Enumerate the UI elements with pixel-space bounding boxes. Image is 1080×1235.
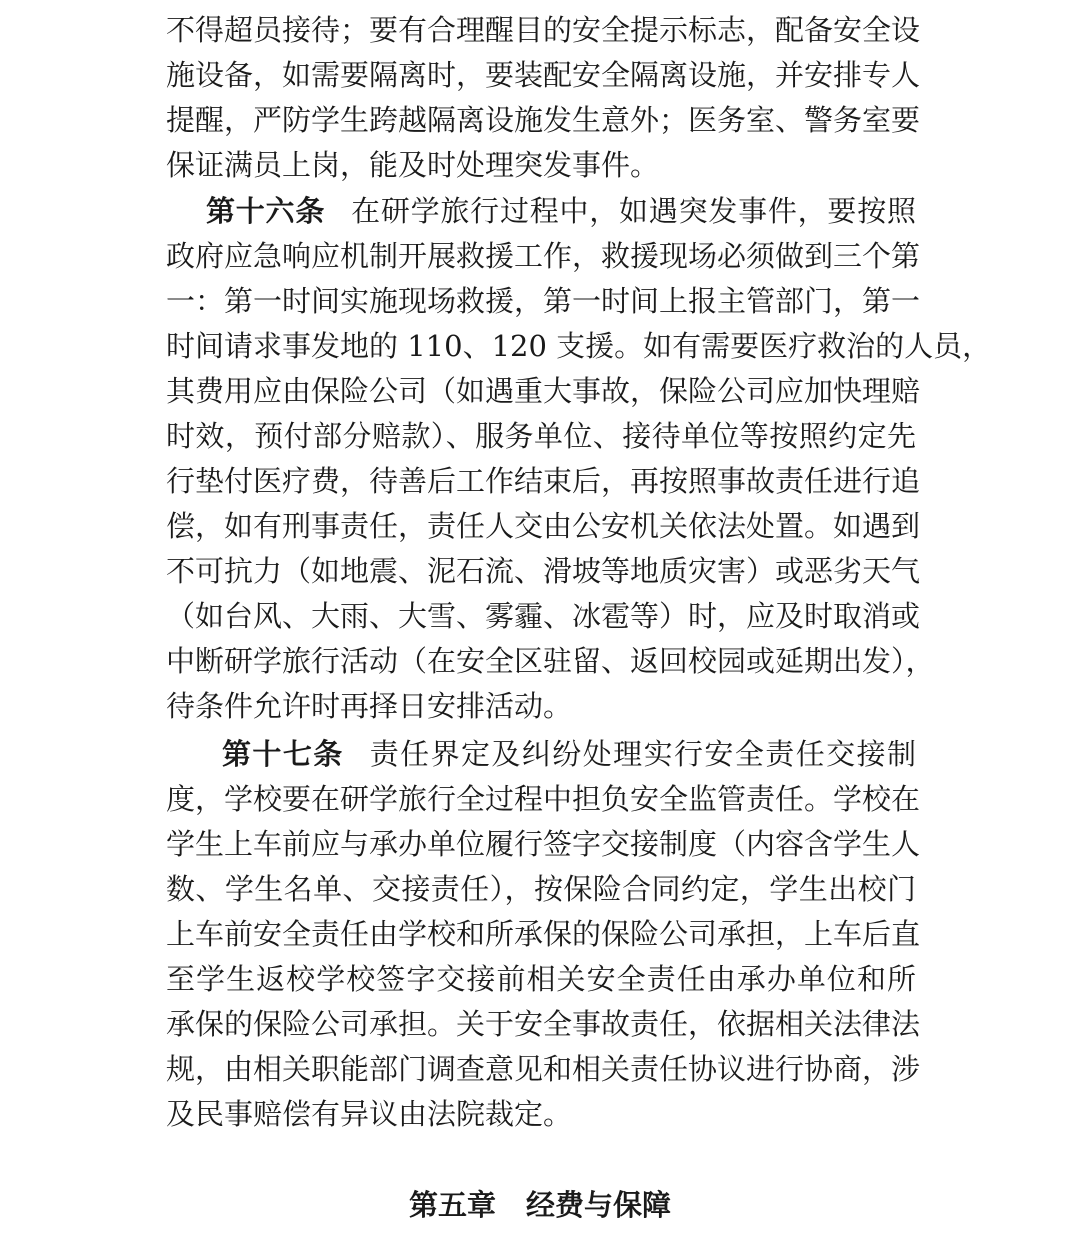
- text-line: 在研学旅行过程中，如遇突发事件，要按照: [351, 194, 916, 228]
- text-line: 至学生返校学校签字交接前相关安全责任由承办单位和所: [166, 962, 916, 996]
- article-17-heading: 第十七条: [222, 737, 344, 771]
- chapter-heading: [0, 1180, 1080, 1230]
- text-line: 保证满员上岗，能及时处理突发事件。: [166, 148, 660, 182]
- text-line: 上车前安全责任由学校和所承保的保险公司承担，上车后直: [166, 917, 921, 951]
- chapter-number: 第五章: [408, 1188, 496, 1222]
- text-line: 时间请求事发地的 110、120 支援。如有需要医疗救治的人员，: [166, 329, 992, 363]
- text-line: （如台风、大雨、大雪、雾霾、冰雹等）时，应及时取消或: [166, 599, 921, 633]
- text-line: 偿，如有刑事责任，责任人交由公安机关依法处置。如遇到: [166, 509, 921, 543]
- text-line: 数、学生名单、交接责任），按保险合同约定，学生出校门: [166, 872, 916, 906]
- text-line: 及民事赔偿有异议由法院裁定。: [166, 1097, 573, 1131]
- text-line: 不可抗力（如地震、泥石流、滑坡等地质灾害）或恶劣天气: [166, 554, 921, 588]
- text-line: 提醒，严防学生跨越隔离设施发生意外；医务室、警务室要: [166, 103, 921, 137]
- text-line: 规，由相关职能部门调查意见和相关责任协议进行协商，涉: [166, 1052, 921, 1086]
- text-line: 其费用应由保险公司（如遇重大事故，保险公司应加快理赔: [166, 374, 921, 408]
- text-line: 施设备，如需要隔离时，要装配安全隔离设施，并安排专人: [166, 58, 921, 92]
- text-line: 学生上车前应与承办单位履行签字交接制度（内容含学生人: [166, 827, 921, 861]
- article-16-heading: 第十六条: [206, 194, 326, 228]
- text-line: 责任界定及纠纷处理实行安全责任交接制: [369, 737, 916, 771]
- article-17-first-line: [222, 731, 916, 777]
- chapter-title: 经费与保障: [526, 1188, 672, 1222]
- text-line: 一：第一时间实施现场救援，第一时间上报主管部门，第一: [166, 284, 921, 318]
- text-line: 中断研学旅行活动（在安全区驻留、返回校园或延期出发），: [166, 644, 935, 678]
- text-line: 待条件允许时再择日安排活动。: [166, 689, 573, 723]
- article-16-first-line: [206, 188, 916, 234]
- text-line: 行垫付医疗费，待善后工作结束后，再按照事故责任进行追: [166, 464, 921, 498]
- text-line: 度，学校要在研学旅行全过程中担负安全监管责任。学校在: [166, 782, 921, 816]
- text-line: 不得超员接待；要有合理醒目的安全提示标志，配备安全设: [166, 13, 921, 47]
- text-line: 时效，预付部分赔款）、服务单位、接待单位等按照约定先: [166, 419, 916, 453]
- text-line: 政府应急响应机制开展救援工作，救援现场必须做到三个第: [166, 239, 921, 273]
- text-line: 承保的保险公司承担。关于安全事故责任，依据相关法律法: [166, 1007, 921, 1041]
